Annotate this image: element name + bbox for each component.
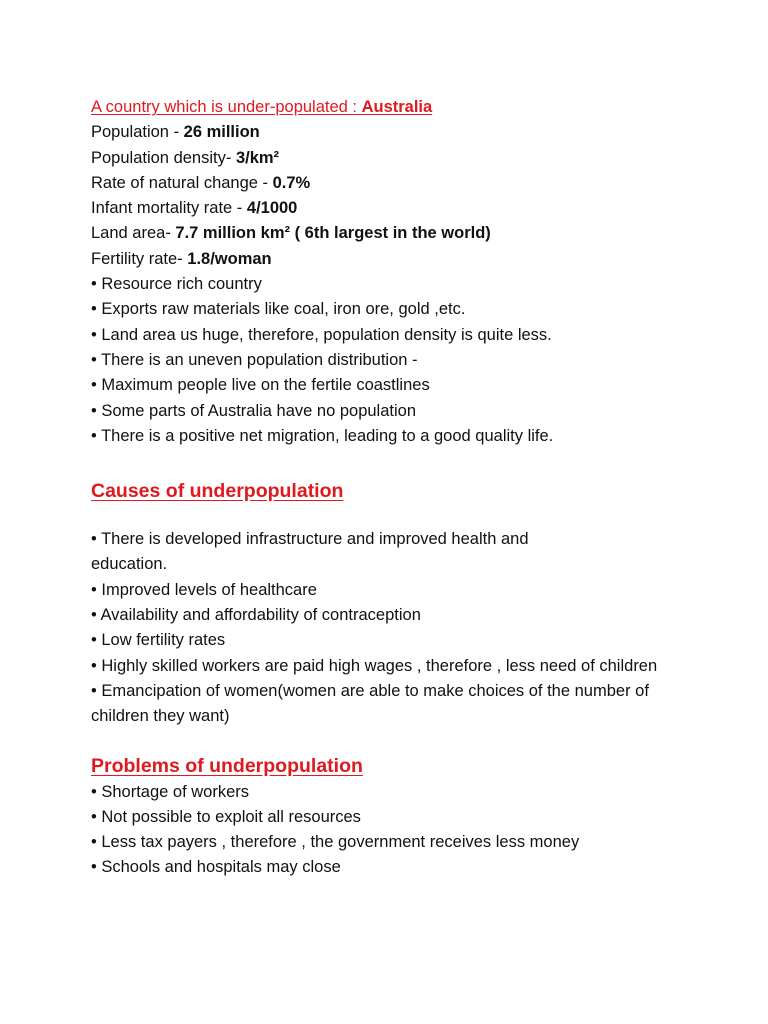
stat-value: 26 million: [183, 123, 260, 142]
list-item: • Land area us huge, therefore, population density is quite less.: [91, 323, 731, 348]
causes-list: [91, 527, 731, 729]
stat-land-area: [91, 221, 731, 246]
stat-value: 1.8/woman: [187, 249, 272, 268]
list-item: • Schools and hospitals may close: [91, 855, 731, 880]
intro-prefix: A country which is under-populated :: [91, 98, 362, 116]
stat-label: Infant mortality rate -: [91, 199, 247, 218]
stat-natural-change: [91, 171, 731, 196]
list-item: • There is a positive net migration, leading to a good quality life.: [91, 424, 731, 449]
stat-infant-mortality: [91, 196, 731, 221]
stat-population: [91, 120, 731, 145]
stat-label: Rate of natural change -: [91, 173, 273, 192]
stat-fertility: [91, 247, 731, 272]
stat-label: Land area-: [91, 224, 176, 243]
facts-list: [91, 272, 731, 449]
stat-density: [91, 146, 731, 171]
stat-label: Fertility rate-: [91, 249, 188, 268]
list-item: • There is developed infrastructure and improved health and education.: [91, 527, 596, 578]
list-item: • Exports raw materials like coal, iron ore, gold ,etc.: [91, 297, 731, 322]
list-item: • Resource rich country: [91, 272, 731, 297]
stat-value: 3/km²: [235, 148, 280, 167]
stat-value: 7.7 million km² ( 6th largest in the world): [175, 224, 491, 243]
list-item: • There is an uneven population distribution -: [91, 348, 731, 373]
problems-heading: Problems of underpopulation: [91, 754, 363, 777]
list-item: • Shortage of workers: [91, 780, 731, 805]
causes-heading: Causes of underpopulation: [91, 480, 344, 503]
stat-label: Population density-: [91, 148, 236, 167]
intro-country: Australia: [361, 98, 433, 116]
list-item: • Not possible to exploit all resources: [91, 805, 731, 830]
list-item: • Highly skilled workers are paid high wages , therefore , less need of children: [91, 654, 676, 679]
list-item: • Some parts of Australia have no population: [91, 399, 731, 424]
list-item: • Less tax payers , therefore , the government receives less money: [91, 830, 731, 855]
list-item: • Improved levels of healthcare: [91, 578, 731, 603]
intro-line: [91, 95, 731, 120]
stat-value: 4/1000: [246, 199, 298, 218]
stats-list: [91, 120, 731, 272]
document-page: [91, 95, 731, 881]
stat-value: 0.7%: [272, 173, 311, 192]
list-item: • Emancipation of women(women are able to make choices of the number of children they want): [91, 679, 651, 730]
list-item: • Availability and affordability of contraception: [91, 603, 731, 628]
list-item: • Low fertility rates: [91, 628, 731, 653]
list-item: • Maximum people live on the fertile coastlines: [91, 373, 731, 398]
problems-list: [91, 780, 731, 881]
stat-label: Population -: [91, 123, 184, 142]
